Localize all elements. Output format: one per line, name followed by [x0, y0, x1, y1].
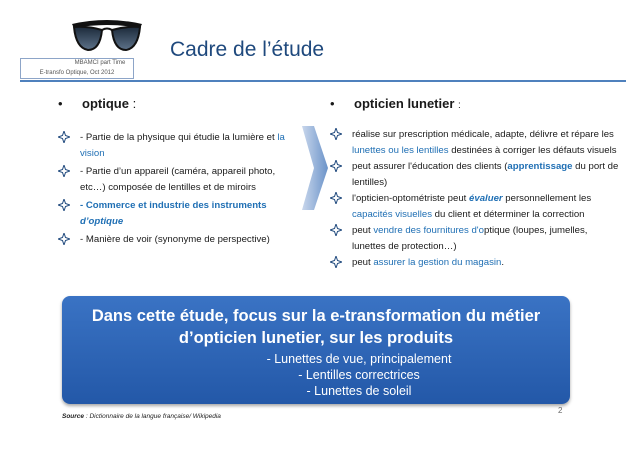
optique-definition-list	[58, 130, 298, 251]
diamond-bullet-icon	[58, 165, 70, 177]
page-number: 2	[558, 406, 563, 415]
focus-item: - Lunettes de soleil	[306, 384, 412, 398]
diamond-bullet-icon	[58, 199, 70, 211]
list-item	[330, 127, 620, 158]
source-note	[62, 413, 221, 420]
diamond-bullet-icon	[330, 160, 342, 172]
list-item-text: du port de lentilles)	[352, 161, 619, 188]
list-item-text: réalise sur prescription médicale, adapte, délivre et répare les	[352, 129, 614, 140]
logo-caption: MBAMCI part Time	[74, 60, 126, 66]
focus-item: - Lentilles correctrices	[298, 368, 420, 382]
list-item-highlight: assurer la gestion du magasin	[373, 257, 502, 268]
opticien-role-list	[330, 127, 620, 272]
list-item	[330, 255, 620, 271]
list-item-text: du client et déterminer la correction	[432, 208, 585, 220]
title-rule	[20, 80, 626, 82]
source-text: : Dictionnaire de la langue française/ Wikipedia	[84, 413, 221, 420]
source-label: Source	[62, 413, 85, 420]
focus-item: - Lunettes de vue, principalement	[266, 352, 452, 366]
left-heading-label: optique	[82, 96, 129, 111]
list-item-text: - Manière de voir (synonyme de perspective)	[80, 234, 270, 245]
focus-product-list	[62, 351, 570, 399]
diamond-bullet-icon	[330, 128, 342, 140]
right-heading-colon: :	[458, 100, 461, 111]
list-item-text: peut assurer l'éducation des clients (	[352, 161, 508, 172]
list-item-highlight: la vision	[80, 132, 285, 159]
list-item-text: peut	[352, 225, 374, 236]
list-item	[330, 191, 620, 222]
list-item-highlight: lunettes ou les lentilles	[352, 144, 449, 156]
list-item	[58, 198, 298, 229]
list-item-highlight: apprentissage	[507, 161, 573, 172]
bullet-icon: •	[330, 96, 335, 111]
list-item-text: - Partie de la physique qui étudie la lumière et	[80, 132, 278, 143]
list-item-highlight: vendre des fournitures d'o	[373, 225, 484, 236]
list-item-highlight: capacités visuelles	[352, 208, 432, 220]
right-arrow-icon	[300, 118, 330, 218]
list-item-highlight: - Commerce et industrie des instruments	[80, 200, 267, 211]
list-item	[330, 223, 620, 254]
diamond-bullet-icon	[330, 256, 342, 268]
diamond-bullet-icon	[58, 131, 70, 143]
list-item-text: l'opticien-optométriste peut	[352, 193, 470, 204]
list-item	[330, 159, 620, 190]
diamond-bullet-icon	[58, 233, 70, 245]
right-heading	[330, 96, 461, 111]
list-item-text: destinées à corriger les défauts visuels	[448, 144, 617, 156]
focus-title-line: Dans cette étude, focus sur la e-transformation du métier	[91, 307, 541, 325]
focus-title-line: d’opticien lunetier, sur les produits	[178, 329, 454, 347]
focus-title	[62, 305, 570, 349]
focus-callout	[62, 296, 570, 404]
list-item-text: personnellement les	[502, 193, 592, 204]
list-item-highlight: d’optique	[80, 215, 124, 227]
list-item	[58, 232, 298, 248]
slide-title: Cadre de l’étude	[170, 38, 325, 61]
list-item-highlight: évaluer	[469, 193, 503, 204]
list-item-text: peut	[352, 257, 374, 268]
diamond-bullet-icon	[330, 192, 342, 204]
list-item-text: .	[501, 257, 505, 268]
logo-subcaption: E-transfo Optique, Oct 2012	[39, 70, 115, 76]
bullet-icon: •	[58, 96, 63, 111]
left-heading	[58, 96, 136, 111]
list-item	[58, 164, 298, 195]
right-heading-label: opticien lunetier	[354, 96, 455, 111]
list-item-text: ptique (loupes, jumelles, lunettes de protection…)	[352, 225, 588, 252]
list-item	[58, 130, 298, 161]
diamond-bullet-icon	[330, 224, 342, 236]
list-item-text: - Partie d’un appareil (caméra, appareil photo, etc…) composée de lentilles et de miroirs	[80, 166, 276, 193]
left-heading-colon: :	[132, 96, 137, 111]
